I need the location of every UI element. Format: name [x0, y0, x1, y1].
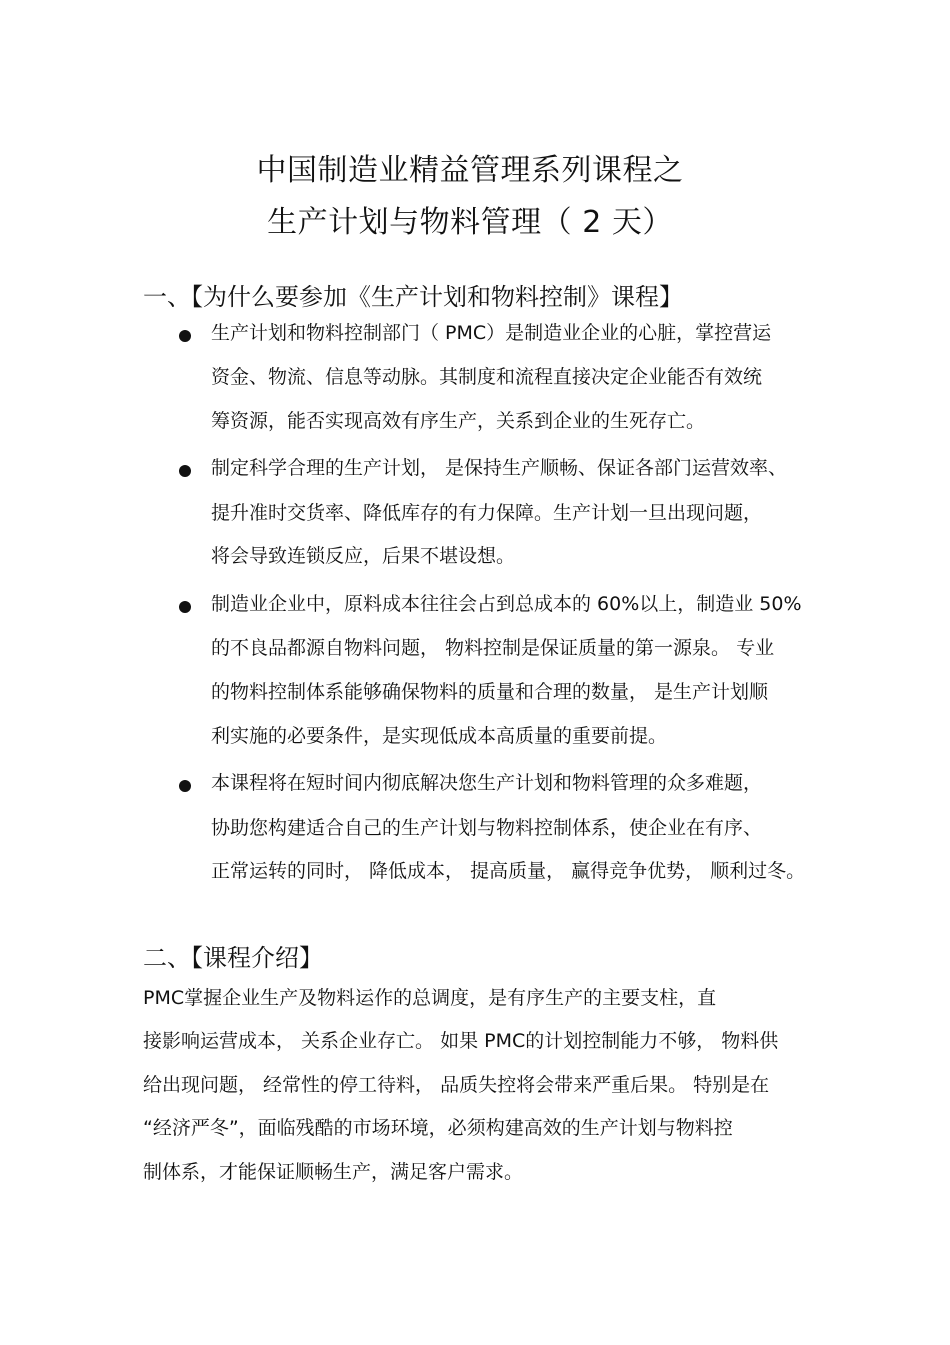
bullet2-line3: 将会导致连锁反应，后果不堪设想。 — [211, 545, 516, 567]
bullet3-line4: 利实施的必要条件，是实现低成本高质量的重要前提。 — [211, 725, 668, 747]
bullet1-line3: 筹资源，能否实现高效有序生产，关系到企业的生死存亡。 — [211, 410, 706, 432]
section2-paragraph-line: 制体系，才能保证顺畅生产，满足客户需求。 — [143, 1161, 524, 1183]
bullet1-line2: 资金、物流、信息等动脉。其制度和流程直接决定企业能否有效统 — [211, 366, 763, 388]
bullet4-line3: 正常运转的同时， 降低成本， 提高质量， 赢得竞争优势， 顺利过冬。 — [211, 860, 806, 882]
bullet1-line1: 生产计划和物料控制部门（ PMC）是制造业企业的心脏，掌控营运 — [211, 322, 772, 344]
bullet3-line2: 的不良品都源自物料问题， 物料控制是保证质量的第一源泉。 专业 — [211, 637, 775, 659]
document-title-line2: 生产计划与物料管理（ 2 天） — [267, 205, 673, 240]
bullet2-line1: 制定科学合理的生产计划， 是保持生产顺畅、保证各部门运营效率、 — [211, 457, 788, 479]
section2-paragraph-line: PMC掌握企业生产及物料运作的总调度，是有序生产的主要支柱，直 — [143, 987, 717, 1009]
section2-paragraph-line: “经济严冬”，面临残酷的市场环境，必须构建高效的生产计划与物料控 — [143, 1117, 733, 1139]
section2-paragraph-line: 接影响运营成本， 关系企业存亡。 如果 PMC的计划控制能力不够， 物料供 — [143, 1030, 779, 1052]
document-title-line1: 中国制造业精益管理系列课程之 — [256, 153, 684, 188]
bullet4-line2: 协助您构建适合自己的生产计划与物料控制体系，使企业在有序、 — [211, 817, 763, 839]
bullet3-line3: 的物料控制体系能够确保物料的质量和合理的数量， 是生产计划顺 — [211, 681, 769, 703]
bullet-dot — [179, 601, 191, 613]
section1-heading: 一、【为什么要参加《生产计划和物料控制》课程】 — [143, 283, 683, 311]
bullet3-line1: 制造业企业中，原料成本往往会占到总成本的 60%以上，制造业 50% — [211, 593, 802, 615]
bullet4-line1: 本课程将在短时间内彻底解决您生产计划和物料管理的众多难题， — [211, 772, 763, 794]
bullet-dot — [179, 465, 191, 477]
section2-heading: 二、【课程介绍】 — [143, 944, 323, 972]
section2-paragraph-line: 给出现问题， 经常性的停工待料， 品质失控将会带来严重后果。 特别是在 — [143, 1074, 770, 1096]
bullet-dot — [179, 780, 191, 792]
bullet2-line2: 提升准时交货率、降低库存的有力保障。生产计划一旦出现问题， — [211, 502, 763, 524]
bullet-dot — [179, 330, 191, 342]
